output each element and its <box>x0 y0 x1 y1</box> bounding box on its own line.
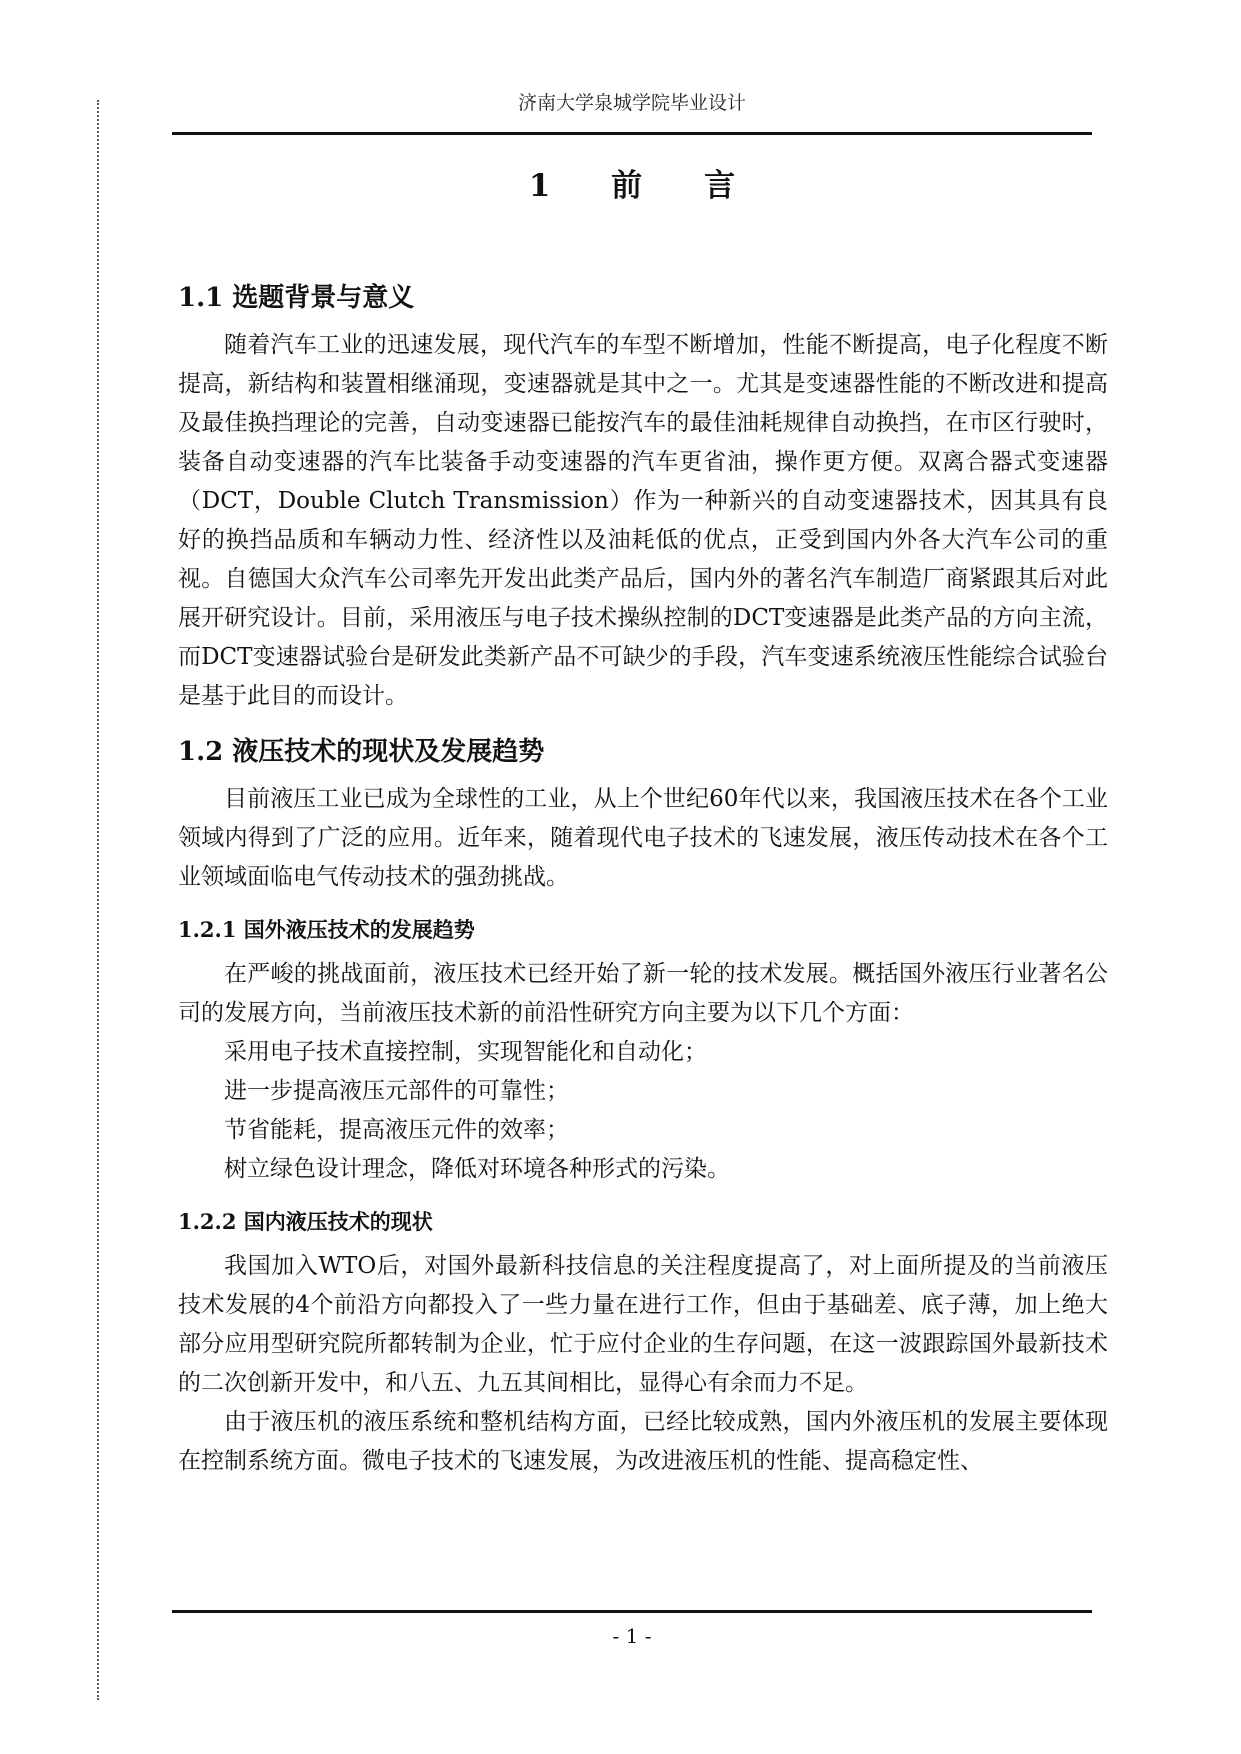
paragraph: 目前液压工业已成为全球性的工业，从上个世纪60年代以来，我国液压技术在各个工业领域内得到了广泛的应用。近年来，随着现代电子技术的飞速发展，液压传动技术在各个工业领域面临电气传动技术的强劲挑战。 <box>178 786 1108 890</box>
paragraph: 随着汽车工业的迅速发展，现代汽车的车型不断增加，性能不断提高，电子化程度不断提高，新结构和装置相继涌现，变速器就是其中之一。尤其是变速器性能的不断改进和提高及最佳换挡理论的完善，自动变速器已能按汽车的最佳油耗规律自动换挡，在市区行驶时，装备自动变速器的汽车比装备手动变速器的汽车更省油，操作更方便。双离合器式变速器（DCT，Double Clutch Transmission）作为一种新兴的自动变速器技术，因其具有良好的换挡品质和车辆动力性、经济性以及油耗低的优点，正受到国内外各大汽车公司的重视。自德国大众汽车公司率先开发出此类产品后，国内外的著名汽车制造厂商紧跟其后对此展开研究设计。目前，采用液压与电子技术操纵控制的DCT变速器是此类产品的方向主流，而DCT变速器试验台是研发此类新产品不可缺少的手段，汽车变速系统液压性能综合试验台是基于此目的而设计。 <box>178 332 1108 709</box>
page-header: 济南大学泉城学院毕业设计 <box>517 92 746 114</box>
subsection-heading: 1.2.2 国内液压技术的现状 <box>178 1209 433 1234</box>
list-item: 树立绿色设计理念，降低对环境各种形式的污染。 <box>224 1156 730 1182</box>
section-heading: 1.2 液压技术的现状及发展趋势 <box>178 737 545 767</box>
list-item: 节省能耗，提高液压元件的效率； <box>224 1117 569 1143</box>
section-1-1 <box>178 270 1108 716</box>
paragraph: 在严峻的挑战面前，液压技术已经开始了新一轮的技术发展。概括国外液压行业著名公司的发展方向，当前液压技术新的前沿性研究方向主要为以下几个方面： <box>178 961 1108 1026</box>
chapter-title: 1 前 言 <box>528 168 736 204</box>
document-body <box>178 270 1108 1481</box>
section-heading: 1.1 选题背景与意义 <box>178 283 415 313</box>
section-1-2-1 <box>178 905 1108 1189</box>
header-rule <box>172 132 1092 135</box>
footer-rule <box>172 1610 1092 1613</box>
paragraph: 我国加入WTO后，对国外最新科技信息的关注程度提高了，对上面所提及的当前液压技术发展的4个前沿方向都投入了一些力量在进行工作，但由于基础差、底子薄，加上绝大部分应用型研究院所都转制为企业，忙于应付企业的生存问题，在这一波跟踪国外最新技术的二次创新开发中，和八五、九五其间相比，显得心有余而力不足。 <box>178 1253 1108 1396</box>
list-item: 进一步提高液压元部件的可靠性； <box>224 1078 569 1104</box>
subsection-heading: 1.2.1 国外液压技术的发展趋势 <box>178 917 475 942</box>
binding-line <box>97 100 99 1700</box>
page-number: - 1 - <box>612 1624 652 1648</box>
list-item: 采用电子技术直接控制，实现智能化和自动化； <box>224 1039 707 1065</box>
paragraph: 由于液压机的液压系统和整机结构方面，已经比较成熟，国内外液压机的发展主要体现在控制系统方面。微电子技术的飞速发展，为改进液压机的性能、提高稳定性、 <box>178 1409 1108 1474</box>
section-1-2 <box>178 724 1108 897</box>
section-1-2-2 <box>178 1197 1108 1481</box>
